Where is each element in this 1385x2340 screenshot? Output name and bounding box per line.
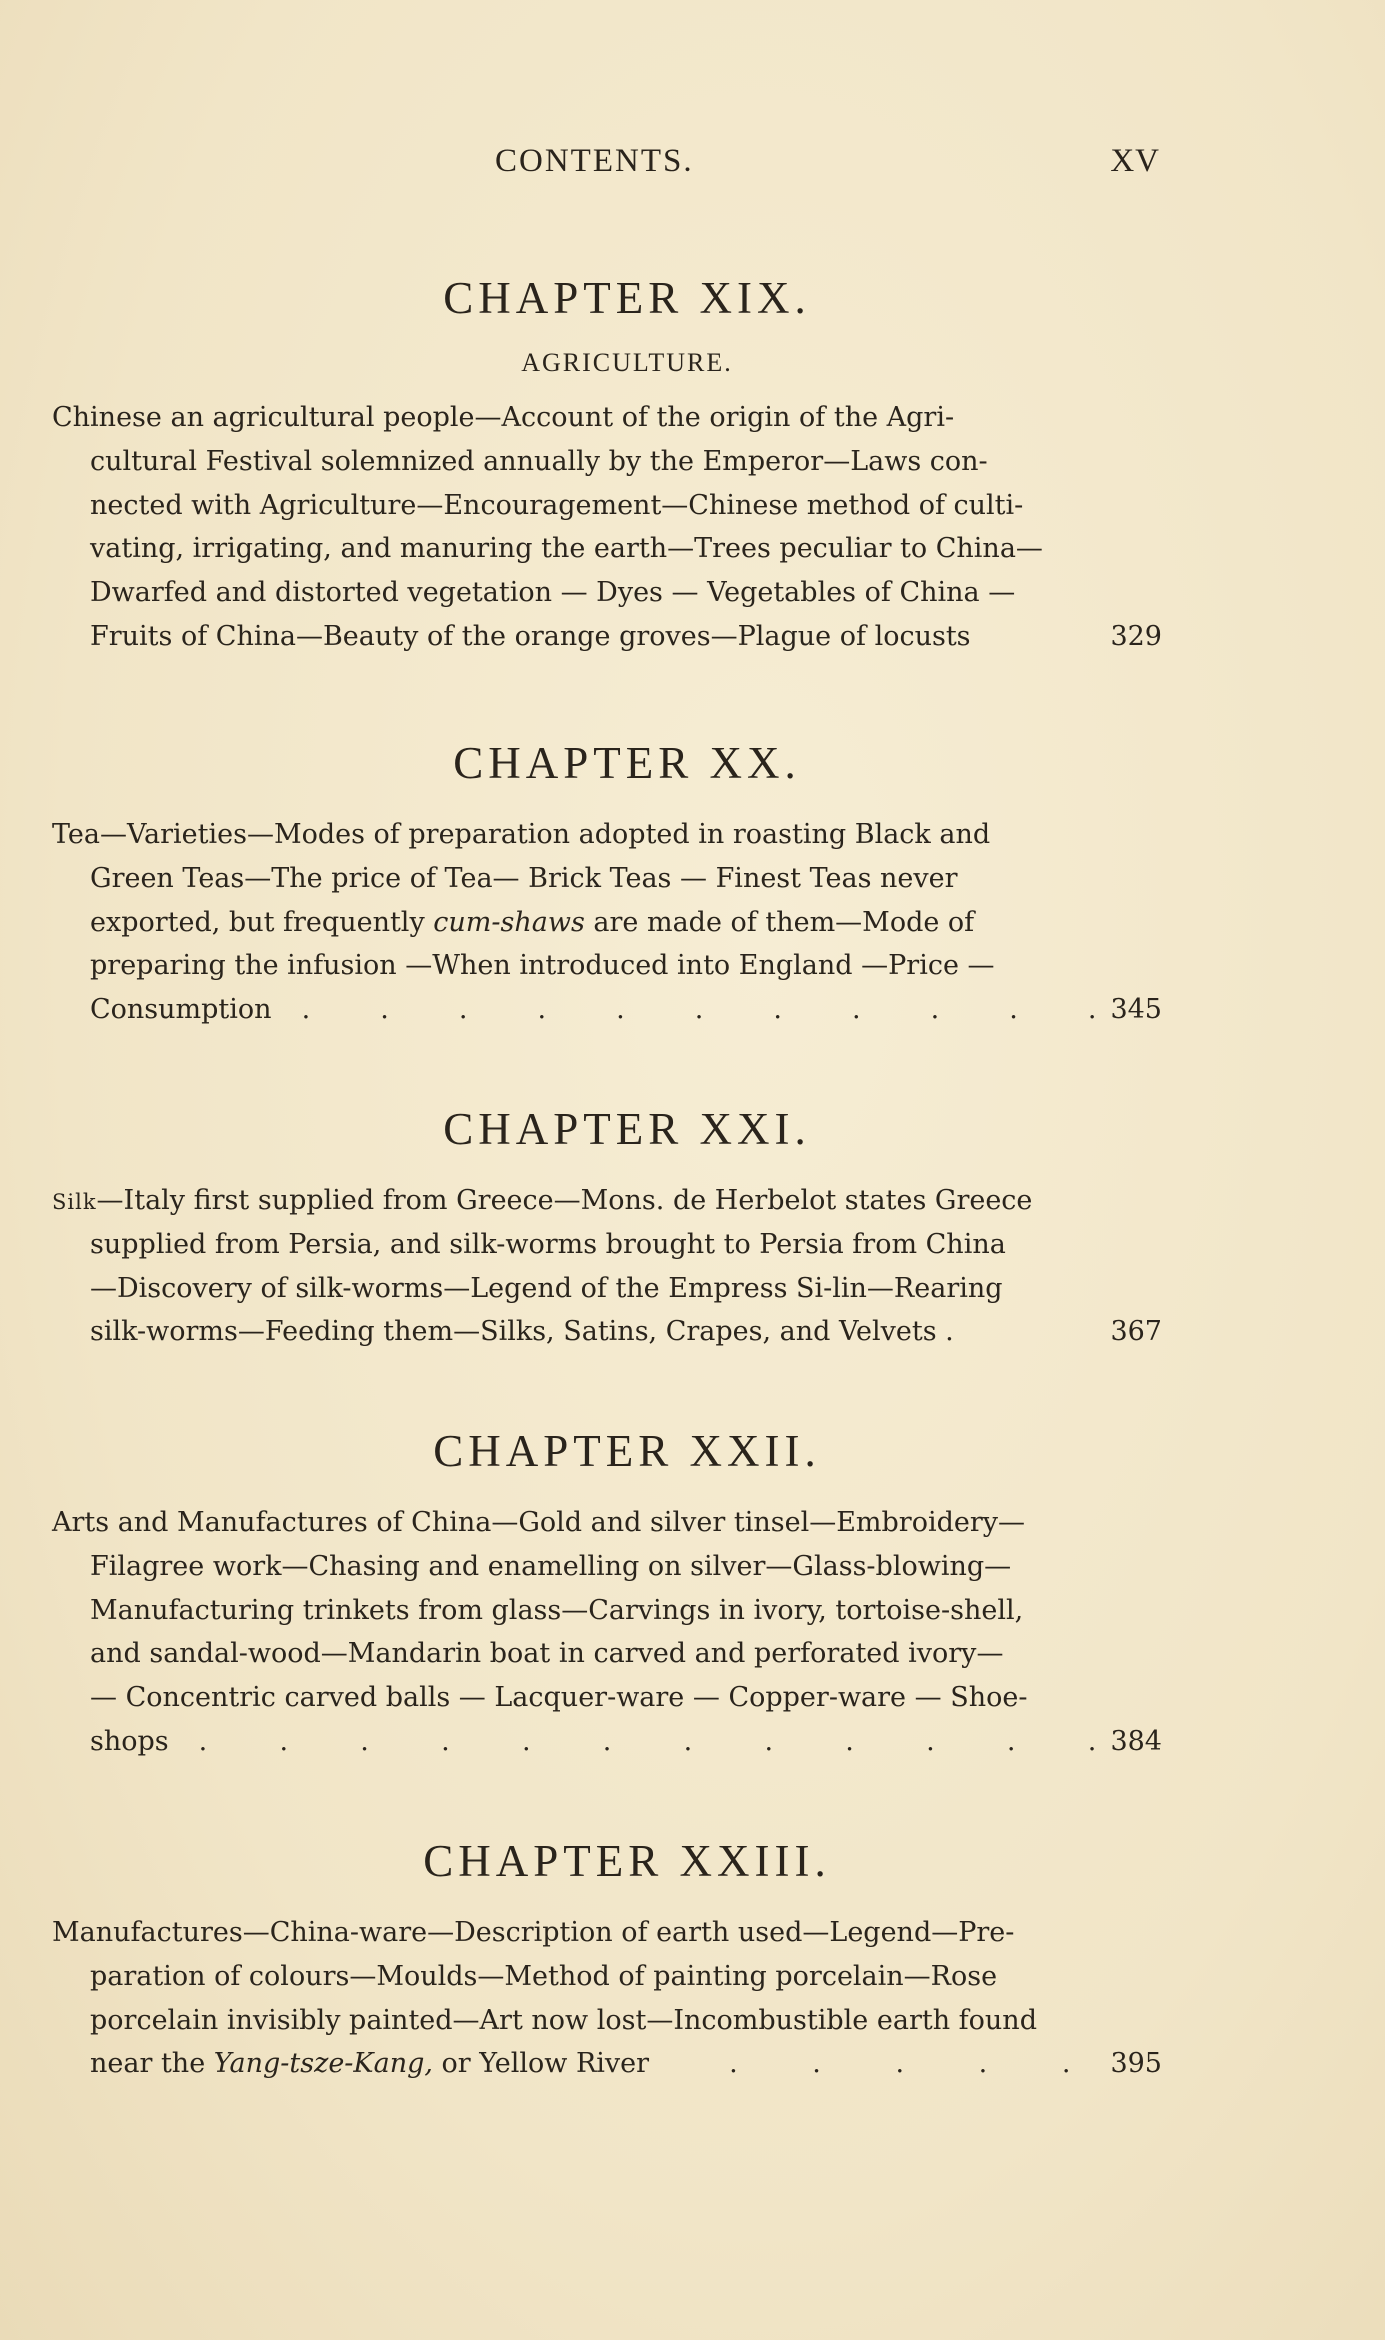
chapter-heading: CHAPTER XXIII. [423, 1836, 831, 1886]
chapter-xix [52, 272, 1162, 659]
page-number: 384 [1110, 1725, 1162, 1757]
summary-text: Fruits of China—Beauty of the orange groves—Plague of locusts [90, 620, 971, 652]
chapter-subheading: AGRICULTURE. [521, 348, 733, 377]
page-number: 329 [1110, 620, 1162, 652]
dot-leader: . . . . . . . . . . . . [198, 1725, 1097, 1757]
summary-line [52, 901, 1162, 945]
summary-line: Tea—Varieties—Modes of preparation adopted in roasting Black and [52, 819, 991, 850]
small-caps-term: Silk [52, 1190, 97, 1214]
chapter-heading: CHAPTER XX. [453, 738, 801, 788]
chapter-summary [52, 1911, 1162, 2086]
summary-text: Silk—Italy first supplied from Greece—Mons. de Herbelot states Greece [52, 1185, 1033, 1216]
summary-line: Filagree work—Chasing and enamelling on silver—Glass-blowing— [90, 1550, 1012, 1582]
dot-leader: . . . . . . . . . . . [301, 994, 1097, 1026]
summary-line: vating, irrigating, and manuring the earth—Trees peculiar to China— [90, 533, 1043, 565]
italic-term: cum-shaws [433, 906, 585, 938]
summary-line: nected with Agriculture—Encouragement—Chinese method of culti- [90, 489, 1024, 521]
summary-text: exported, but frequently cum-shaws are made of them—Mode of [90, 906, 975, 938]
page-number: 367 [1110, 1316, 1162, 1348]
summary-line: Manufacturing trinkets from glass—Carvings in ivory, tortoise-shell, [90, 1594, 1024, 1626]
summary-text: near the Yang-tsze-Kang, or Yellow River [90, 2048, 650, 2080]
chapter-xxiii [52, 1835, 1162, 2086]
summary-line-last [52, 2042, 1162, 2086]
running-head [495, 143, 1160, 183]
chapter-xxii [52, 1425, 1162, 1764]
chapter-summary [52, 1179, 1162, 1354]
chapter-heading: CHAPTER XXII. [433, 1426, 821, 1476]
chapter-heading: CHAPTER XXI. [443, 1104, 811, 1154]
summary-line: Dwarfed and distorted vegetation — Dyes — Vegetables of China — [90, 577, 1016, 609]
summary-line: paration of colours—Moulds—Method of painting porcelain—Rose [90, 1960, 998, 1992]
summary-line: and sandal-wood—Mandarin boat in carved and perforated ivory— [90, 1638, 1004, 1670]
dot-leader: . . . . . [729, 2048, 1071, 2080]
chapter-summary [52, 396, 1162, 659]
italic-term: Yang-tsze-Kang, [213, 2048, 433, 2080]
summary-line: cultural Festival solemnized annually by the Emperor—Laws con- [90, 445, 988, 477]
summary-line: Manufactures—China-ware—Description of earth used—Legend—Pre- [52, 1917, 1015, 1948]
chapter-xx [52, 737, 1162, 1032]
chapter-heading: CHAPTER XIX. [443, 273, 811, 323]
page-number: 395 [1110, 2048, 1162, 2080]
summary-text: Consumption [90, 994, 272, 1026]
summary-line: porcelain invisibly painted—Art now lost—Incombustible earth found [90, 2004, 1037, 2036]
chapter-summary [52, 1501, 1162, 1764]
running-head-title: CONTENTS. [495, 143, 694, 179]
summary-line-last [52, 615, 1162, 659]
summary-line-last [52, 988, 1162, 1032]
summary-text: shops [90, 1725, 169, 1757]
summary-line: Arts and Manufactures of China—Gold and silver tinsel—Embroidery— [52, 1507, 1026, 1538]
summary-line-last [52, 1720, 1162, 1764]
summary-line [52, 1179, 1162, 1223]
page-number: 345 [1110, 994, 1162, 1026]
running-head-page-number: XV [1110, 143, 1160, 179]
summary-line: supplied from Persia, and silk-worms brought to Persia from China [90, 1228, 1006, 1260]
summary-line-last [52, 1310, 1162, 1354]
summary-line: preparing the infusion —When introduced into England —Price — [90, 950, 995, 982]
summary-line: — Concentric carved balls — Lacquer-ware — Copper-ware — Shoe- [90, 1682, 1028, 1714]
summary-line: Chinese an agricultural people—Account of the origin of the Agri- [52, 402, 955, 433]
summary-line: —Discovery of silk-worms—Legend of the Empress Si-lin—Rearing [90, 1272, 1003, 1304]
chapter-summary [52, 813, 1162, 1032]
summary-text: silk-worms—Feeding them—Silks, Satins, Crapes, and Velvets . [90, 1316, 954, 1348]
chapter-xxi [52, 1103, 1162, 1354]
summary-line: Green Teas—The price of Tea— Brick Teas — Finest Teas never [90, 862, 958, 894]
